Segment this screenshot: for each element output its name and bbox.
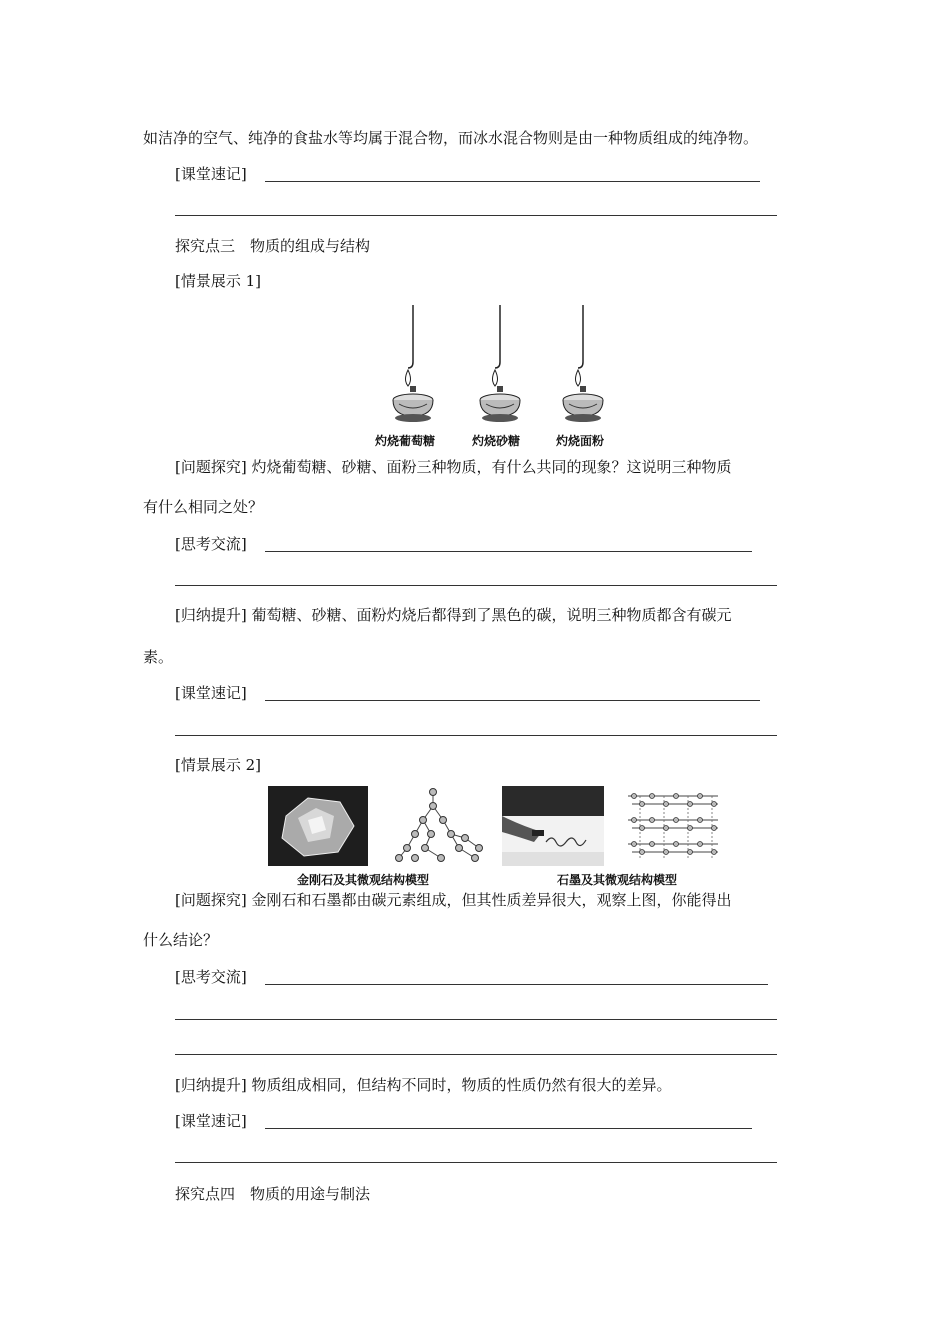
discussion-label-1: [思考交流] — [175, 535, 247, 553]
section-title-3: 探究点三 物质的组成与结构 — [175, 237, 371, 255]
caption-glucose: 灼烧葡萄糖 — [375, 434, 436, 448]
answer-line[interactable] — [175, 735, 777, 736]
summary-1-line-1: [归纳提升] 葡萄糖、砂糖、面粉灼烧后都得到了黑色的碳，说明三种物质都含有碳元 — [175, 606, 732, 624]
burning-experiment-figure — [368, 300, 628, 430]
caption-diamond: 金刚石及其微观结构模型 — [297, 873, 430, 887]
answer-line[interactable] — [175, 215, 777, 216]
answer-line[interactable] — [175, 585, 777, 586]
answer-line[interactable] — [175, 1162, 777, 1163]
answer-line[interactable] — [175, 1019, 777, 1020]
question-2-line-2: 什么结论？ — [143, 931, 219, 949]
scene-label-1: [情景展示 1] — [175, 272, 262, 290]
intro-text: 如洁净的空气、纯净的食盐水等均属于混合物，而冰水混合物则是由一种物质组成的纯净物。 — [143, 129, 759, 147]
alcohol-lamp-1 — [393, 305, 433, 422]
question-1-line-2: 有什么相同之处？ — [143, 498, 264, 516]
summary-1-line-2: 素。 — [143, 648, 174, 666]
alcohol-lamp-2 — [480, 305, 520, 422]
question-2-line-1: [问题探究] 金刚石和石墨都由碳元素组成，但其性质差异很大，观察上图，你能得出 — [175, 891, 732, 909]
question-1-line-1: [问题探究] 灼烧葡萄糖、砂糖、面粉三种物质，有什么共同的现象？这说明三种物质 — [175, 458, 732, 476]
class-note-label-1: [课堂速记] — [175, 165, 247, 183]
alcohol-lamp-3 — [563, 305, 603, 422]
answer-line[interactable] — [265, 551, 752, 552]
answer-line[interactable] — [175, 1054, 777, 1055]
answer-line[interactable] — [265, 700, 760, 701]
graphite-structure-model — [620, 786, 725, 866]
scene-label-2: [情景展示 2] — [175, 756, 262, 774]
diamond-photo — [268, 786, 368, 866]
answer-line[interactable] — [265, 984, 768, 985]
answer-line[interactable] — [265, 181, 760, 182]
discussion-label-2: [思考交流] — [175, 968, 247, 986]
caption-graphite: 石墨及其微观结构模型 — [557, 873, 678, 887]
answer-line[interactable] — [265, 1128, 752, 1129]
caption-flour: 灼烧面粉 — [556, 434, 605, 448]
caption-sugar: 灼烧砂糖 — [472, 434, 521, 448]
summary-2: [归纳提升] 物质组成相同，但结构不同时，物质的性质仍然有很大的差异。 — [175, 1076, 672, 1094]
graphite-photo — [502, 786, 604, 866]
class-note-label-2: [课堂速记] — [175, 684, 247, 702]
section-title-4: 探究点四 物质的用途与制法 — [175, 1185, 371, 1203]
diamond-structure-model — [385, 786, 490, 866]
class-note-label-3: [课堂速记] — [175, 1112, 247, 1130]
